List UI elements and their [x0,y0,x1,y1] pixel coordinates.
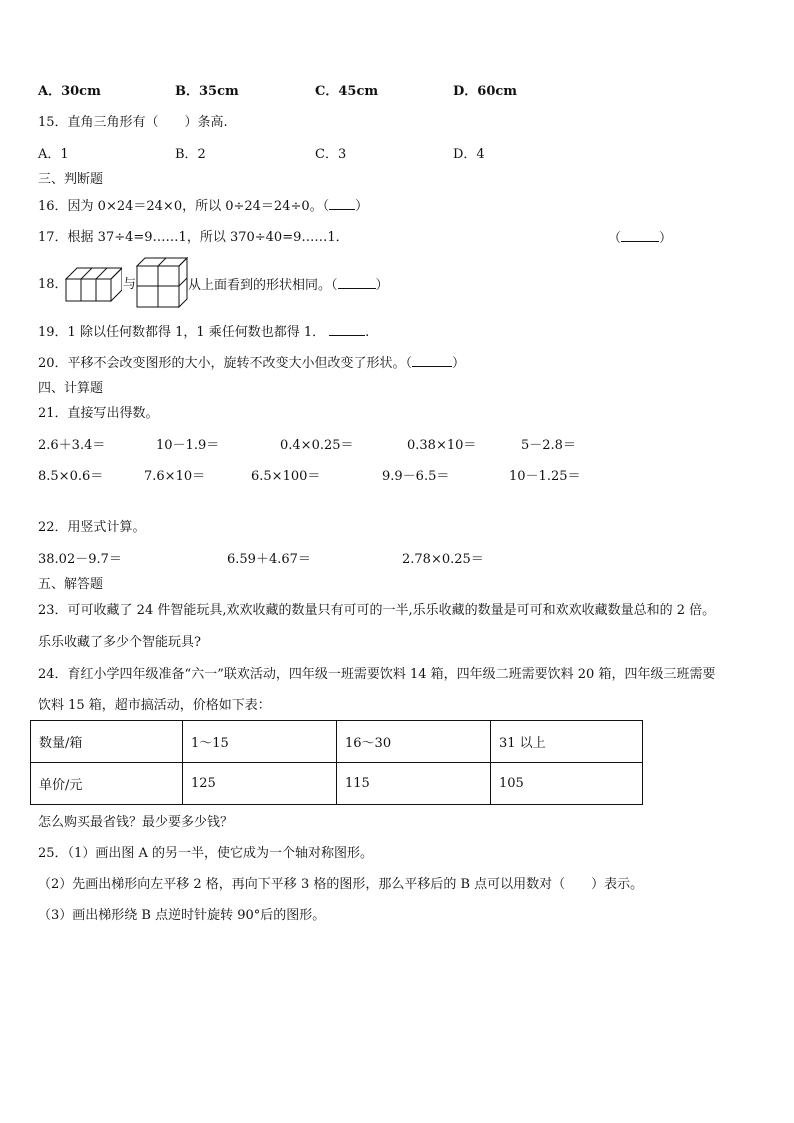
q21-item: 0.4×0.25＝ [280,438,354,453]
q21-item: 9.9－6.5＝ [382,469,450,484]
q19-question [38,323,369,342]
q17-close: ） [659,231,673,246]
q22-item: 6.59＋4.67＝ [227,552,311,567]
table-row [31,721,643,763]
q15-question: 15．直角三角形有（ ）条高. [38,115,228,130]
q19-answer-blank[interactable] [329,323,365,336]
q25-part-2: （2）先画出梯形向左平移 2 格，再向下平移 3 格的图形，那么平移后的 B 点可以用数对（ ）表示。 [38,877,644,892]
q21-title: 21．直接写出得数。 [38,406,159,421]
table-cell: 单价/元 [31,763,183,805]
q14-option-d: D．60cm [453,84,518,99]
q21-item: 5－2.8＝ [521,438,576,453]
q17-answer [608,229,672,248]
table-cell: 125 [183,763,337,805]
q21-item: 10－1.9＝ [156,438,220,453]
table-cell: 16～30 [337,721,491,763]
section-5-heading: 五、解答题 [38,577,104,592]
table-cell: 数量/箱 [31,721,183,763]
q18-cube-figure-2 [136,256,188,308]
q18-statement [188,276,389,295]
q16-close: ） [355,199,369,214]
q19-end: . [365,325,370,340]
q22-title: 22．用竖式计算。 [38,520,146,535]
q19-text: 19．1 除以任何数都得 1，1 乘任何数也都得 1． [38,325,326,340]
section-4-heading: 四、计算题 [38,381,104,396]
q18-number: 18． [38,277,68,292]
q24-question: 怎么购买最省钱？最少要多少钱？ [38,815,234,830]
q14-option-b: B．35cm [175,84,239,99]
q16-text: 16．因为 0×24＝24×0，所以 0÷24＝24÷0。（ [38,199,330,214]
q16-answer-blank[interactable] [329,197,355,210]
table-cell: 31 以上 [491,721,643,763]
q18-text: 从上面看到的形状相同。（ [188,278,338,293]
q20-question [38,354,465,373]
q22-item: 2.78×0.25＝ [402,552,484,567]
table-row [31,763,643,805]
q23-line-2: 乐乐收藏了多少个智能玩具? [38,635,201,650]
q22-item: 38.02－9.7＝ [38,552,122,567]
q18-cube-figure-1 [64,264,122,304]
q18-connector: 与 [123,277,137,292]
q24-line-2: 饮料 15 箱，超市搞活动，价格如下表： [38,698,271,713]
q25-part-1: 25．（1）画出图 A 的另一半，使它成为一个轴对称图形。 [38,846,373,861]
q25-part-3: （3）画出梯形绕 B 点逆时针旋转 90°后的图形。 [38,908,326,923]
q21-item: 7.6×10＝ [144,469,206,484]
q20-text: 20．平移不会改变图形的大小，旋转不改变大小但改变了形状。（ [38,356,413,371]
q21-item: 6.5×100＝ [251,469,321,484]
table-cell: 105 [491,763,643,805]
q15-option-d: D．4 [453,147,485,162]
q17-answer-blank[interactable] [621,229,659,242]
q14-option-a: A．30cm [38,84,101,99]
q17-open: （ [608,231,622,246]
q20-close: ） [452,356,466,371]
q20-answer-blank[interactable] [412,354,452,367]
q14-option-c: C．45cm [315,84,379,99]
section-3-heading: 三、判断题 [38,172,104,187]
q17-question: 17．根据 37÷4=9……1，所以 370÷40=9……1． [38,230,349,245]
q21-item: 2.6＋3.4＝ [38,438,106,453]
q15-option-b: B．2 [175,147,206,162]
price-table [30,720,643,805]
q15-option-a: A．1 [38,147,69,162]
q15-option-c: C．3 [315,147,347,162]
q18-close: ） [375,278,389,293]
q18-answer-blank[interactable] [338,276,376,289]
q24-line-1: 24．育红小学四年级准备“六一”联欢活动，四年级一班需要饮料 14 箱，四年级二班需要饮料 20 箱，四年级三班需要 [38,667,716,682]
table-cell: 1～15 [183,721,337,763]
q16-question [38,197,368,216]
q21-item: 10－1.25＝ [509,469,581,484]
q21-item: 0.38×10＝ [407,438,477,453]
table-cell: 115 [337,763,491,805]
q21-item: 8.5×0.6＝ [38,469,104,484]
q23-line-1: 23．可可收藏了 24 件智能玩具,欢欢收藏的数量只有可可的一半,乐乐收藏的数量是可可和欢欢收藏数量总和的 2 倍。 [38,603,716,618]
